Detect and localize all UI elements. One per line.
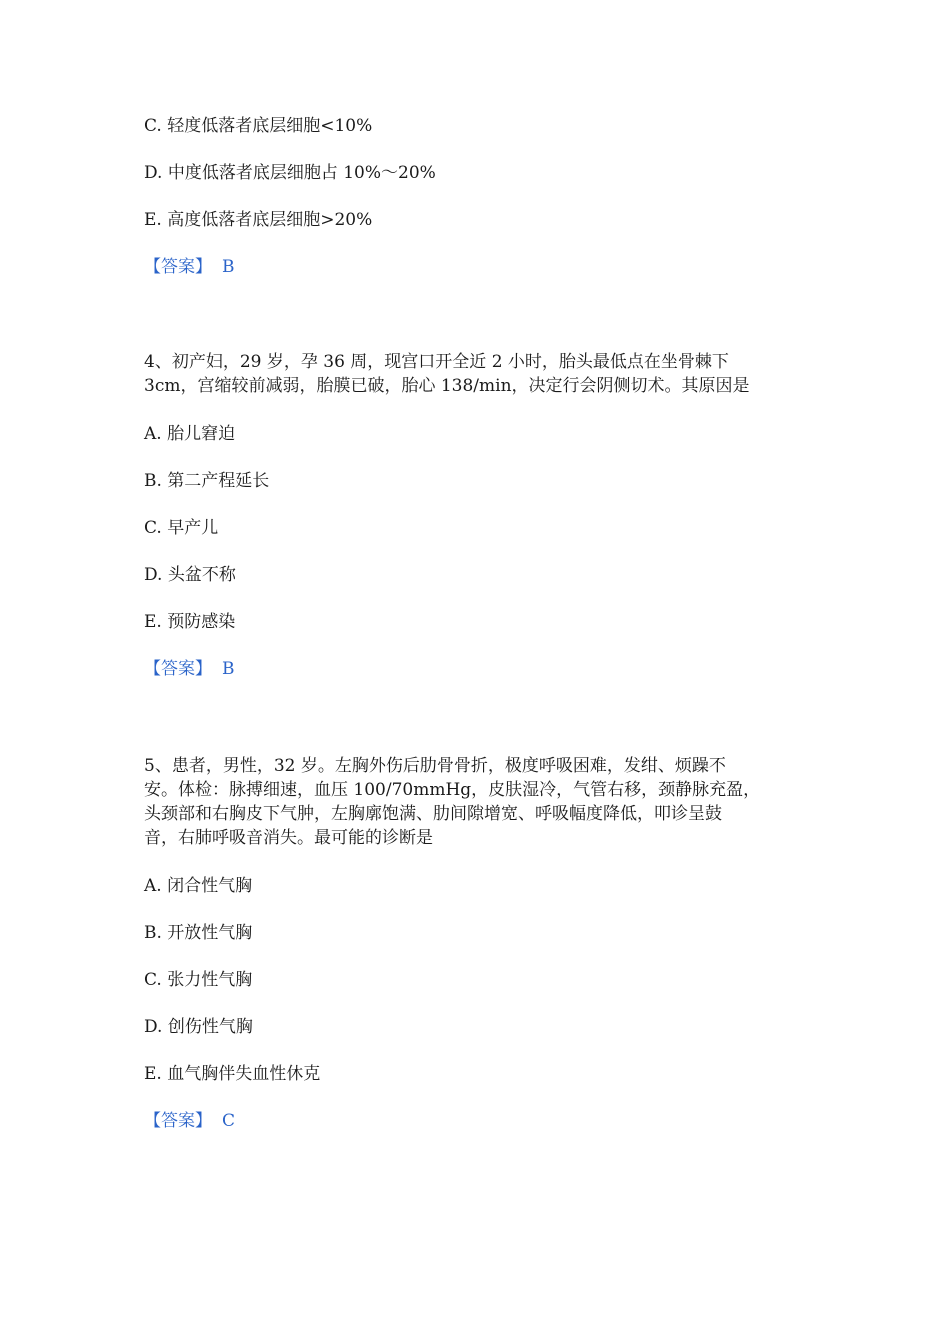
q5-stem-line: 安。体检：脉搏细速，血压 100/70mmHg，皮肤湿冷，气管右移，颈静脉充盈，: [144, 780, 761, 800]
q4-stem-line: 4、初产妇，29 岁，孕 36 周，现宫口开全近 2 小时，胎头最低点在坐骨棘下: [144, 352, 729, 372]
q3-option-d: D. 中度低落者底层细胞占 10%～20%: [144, 163, 436, 183]
q4-stem-line: 3cm，宫缩较前减弱，胎膜已破，胎心 138/min，决定行会阴侧切术。其原因是: [144, 376, 750, 396]
q5-option-e: E. 血气胸伴失血性休克: [144, 1064, 321, 1084]
q3-answer-value: B: [222, 257, 235, 277]
q5-answer: [144, 1109, 235, 1133]
q5-option-c: C. 张力性气胸: [144, 970, 253, 990]
q5-stem: [144, 754, 804, 850]
q4-option-e: E. 预防感染: [144, 612, 236, 632]
q5-stem-line: 头颈部和右胸皮下气肿，左胸廓饱满、肋间隙增宽、呼吸幅度降低，叩诊呈鼓: [144, 804, 722, 824]
q3-answer: [144, 255, 235, 279]
q4-option-a: A. 胎儿窘迫: [144, 424, 236, 444]
q5-answer-value: C: [222, 1111, 236, 1131]
q4-option-b: B. 第二产程延长: [144, 471, 270, 491]
q5-option-a: A. 闭合性气胸: [144, 876, 253, 896]
q5-stem-line: 5、患者，男性，32 岁。左胸外伤后肋骨骨折，极度呼吸困难，发绀、烦躁不: [144, 756, 726, 776]
q4-option-d: D. 头盆不称: [144, 565, 236, 585]
q4-answer-label: 【答案】: [144, 659, 212, 679]
q5-stem-line: 音，右肺呼吸音消失。最可能的诊断是: [144, 828, 433, 848]
q4-answer-value: B: [222, 659, 235, 679]
q4-stem: [144, 350, 804, 398]
q3-option-e: E. 高度低落者底层细胞>20%: [144, 210, 373, 230]
q5-option-b: B. 开放性气胸: [144, 923, 253, 943]
q3-answer-label: 【答案】: [144, 257, 212, 277]
q5-option-d: D. 创伤性气胸: [144, 1017, 253, 1037]
q4-answer: [144, 657, 235, 681]
q4-option-c: C. 早产儿: [144, 518, 219, 538]
q3-option-c: C. 轻度低落者底层细胞<10%: [144, 116, 373, 136]
q5-answer-label: 【答案】: [144, 1111, 212, 1131]
